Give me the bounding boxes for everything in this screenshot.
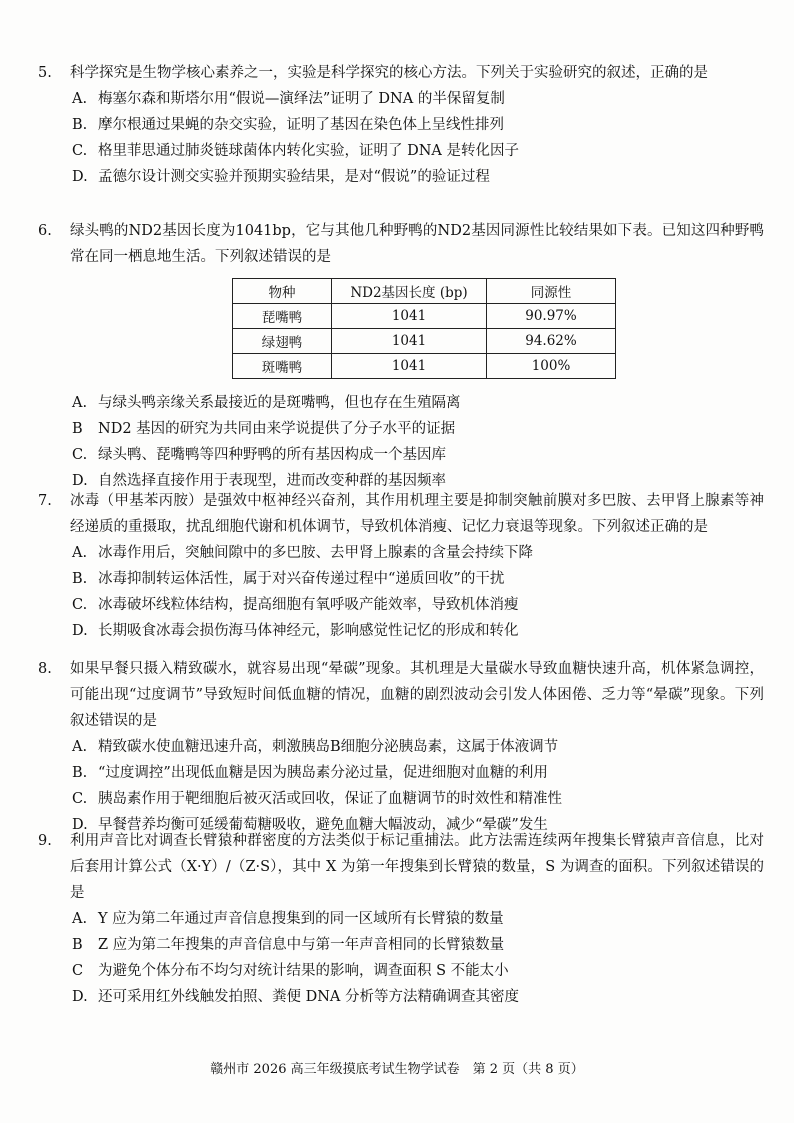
- option-letter: B.: [72, 117, 88, 133]
- table-cell: 1041: [332, 304, 487, 329]
- option-text: 与绿头鸭亲缘关系最接近的是斑嘴鸭，但也存在生殖隔离: [98, 395, 461, 411]
- page-footer: 赣州市 2026 高三年级摸底考试生物学试卷 第 2 页（共 8 页）: [210, 1062, 584, 1077]
- option-letter: C.: [72, 791, 88, 807]
- question-number: 8.: [38, 661, 52, 677]
- option-b: [38, 112, 764, 138]
- option-a: [38, 390, 764, 416]
- table-cell: 94.62%: [487, 329, 616, 354]
- table-cell: 绿翅鸭: [233, 329, 332, 354]
- option-text: Z 应为第二年搜集的声音信息中与第一年声音相同的长臂猿数量: [98, 937, 505, 953]
- option-text: 还可采用红外线触发拍照、粪便 DNA 分析等方法精确调查其密度: [98, 989, 520, 1005]
- option-letter: B: [72, 937, 83, 953]
- option-b: [38, 416, 764, 442]
- option-letter: C: [72, 963, 84, 979]
- option-letter: D.: [72, 169, 88, 185]
- option-a: [38, 540, 764, 566]
- question-stem: 科学探究是生物学核心素养之一，实验是科学探究的核心方法。下列关于实验研究的叙述，正确的是: [70, 65, 708, 81]
- option-c: [38, 786, 764, 812]
- option-text: ND2 基因的研究为共同由来学说提供了分子水平的证据: [98, 421, 456, 437]
- option-text: 摩尔根通过果蝇的杂交实验，证明了基因在染色体上呈线性排列: [98, 117, 504, 133]
- question-stem: 冰毒（甲基苯丙胺）是强效中枢神经兴奋剂，其作用机理主要是抑制突触前膜对多巴胺、去甲肾上腺素等神经递质的重摄取，扰乱细胞代谢和机体调节，导致机体消瘦、记忆力衰退等现象。下列叙述正确的是: [70, 493, 764, 535]
- option-letter: D.: [72, 623, 88, 639]
- option-text: 孟德尔设计测交实验并预期实验结果，是对“假说”的验证过程: [98, 169, 490, 185]
- table-cell: 100%: [487, 354, 616, 379]
- question-stem: 利用声音比对调查长臂猿种群密度的方法类似于标记重捕法。此方法需连续两年搜集长臂猿声音信息，比对后套用计算公式（X·Y）/（Z·S），其中 X 为第一年搜集到长臂猿的数量，S 为调查的面积。下列叙述错误的是: [70, 833, 764, 901]
- option-text: 绿头鸭、琵嘴鸭等四种野鸭的所有基因构成一个基因库: [98, 447, 446, 463]
- option-text: 冰毒作用后，突触间隙中的多巴胺、去甲肾上腺素的含量会持续下降: [98, 545, 533, 561]
- option-c: [38, 958, 764, 984]
- option-text: 精致碳水使血糖迅速升高，刺激胰岛B细胞分泌胰岛素，这属于体液调节: [98, 739, 559, 755]
- option-letter: D.: [72, 817, 88, 833]
- option-letter: B: [72, 421, 83, 437]
- question-6: [38, 218, 764, 270]
- question-7: [38, 488, 764, 644]
- option-text: 梅塞尔森和斯塔尔用“假说—演绎法”证明了 DNA 的半保留复制: [98, 91, 505, 107]
- option-text: 冰毒破坏线粒体结构，提高细胞有氧呼吸产能效率，导致机体消瘦: [98, 597, 519, 613]
- option-d: [38, 164, 764, 190]
- option-letter: C.: [72, 143, 88, 159]
- question-6-options: [38, 390, 764, 494]
- option-letter: A.: [72, 545, 88, 561]
- table-cell: 1041: [332, 354, 487, 379]
- question-number: 9.: [38, 833, 52, 849]
- table-header-cell: ND2基因长度 (bp): [332, 279, 487, 304]
- option-text: 冰毒抑制转运体活性，属于对兴奋传递过程中“递质回收”的干扰: [98, 571, 505, 587]
- table-cell: 斑嘴鸭: [233, 354, 332, 379]
- table-cell: 1041: [332, 329, 487, 354]
- gene-homology-table: [232, 278, 616, 379]
- option-d: [38, 618, 764, 644]
- option-d: [38, 984, 764, 1010]
- table-cell: 琵嘴鸭: [233, 304, 332, 329]
- option-letter: C.: [72, 447, 88, 463]
- option-a: [38, 734, 764, 760]
- question-number: 5.: [38, 65, 52, 81]
- option-letter: A.: [72, 739, 88, 755]
- option-letter: A.: [72, 91, 88, 107]
- option-c: [38, 138, 764, 164]
- option-letter: D.: [72, 473, 88, 489]
- question-8: [38, 656, 764, 838]
- question-stem: 如果早餐只摄入精致碳水，就容易出现“晕碳”现象。其机理是大量碳水导致血糖快速升高，机体紧急调控，可能出现“过度调节”导致短时间低血糖的情况，血糖的剧烈波动会引发人体困倦、乏力等“晕碳”现象。下列叙述错误的是: [70, 661, 764, 729]
- option-letter: C.: [72, 597, 88, 613]
- option-letter: D.: [72, 989, 88, 1005]
- option-text: 自然选择直接作用于表现型，进而改变种群的基因频率: [98, 473, 446, 489]
- table-header-cell: 同源性: [487, 279, 616, 304]
- option-text: “过度调控”出现低血糖是因为胰岛素分泌过量，促进细胞对血糖的利用: [98, 765, 548, 781]
- table-row: [233, 329, 616, 354]
- option-a: [38, 906, 764, 932]
- option-b: [38, 566, 764, 592]
- option-letter: B.: [72, 765, 88, 781]
- option-letter: A.: [72, 911, 88, 927]
- option-c: [38, 442, 764, 468]
- option-text: 早餐营养均衡可延缓葡萄糖吸收，避免血糖大幅波动，减少“晕碳”发生: [98, 817, 548, 833]
- option-text: 胰岛素作用于靶细胞后被灭活或回收，保证了血糖调节的时效性和精准性: [98, 791, 562, 807]
- option-a: [38, 86, 764, 112]
- option-c: [38, 592, 764, 618]
- table-header-row: [233, 279, 616, 304]
- question-5: [38, 60, 764, 190]
- option-text: Y 应为第二年通过声音信息搜集到的同一区域所有长臂猿的数量: [98, 911, 504, 927]
- question-number: 7.: [38, 493, 52, 509]
- option-b: [38, 760, 764, 786]
- option-text: 为避免个体分布不均匀对统计结果的影响，调查面积 S 不能太小: [98, 963, 509, 979]
- option-letter: A.: [72, 395, 88, 411]
- table-row: [233, 354, 616, 379]
- table-cell: 90.97%: [487, 304, 616, 329]
- option-letter: B.: [72, 571, 88, 587]
- question-stem: 绿头鸭的ND2基因长度为1041bp，它与其他几种野鸭的ND2基因同源性比较结果如下表。已知这四种野鸭常在同一栖息地生活。下列叙述错误的是: [70, 223, 764, 265]
- table-row: [233, 304, 616, 329]
- question-9: [38, 828, 764, 1010]
- option-b: [38, 932, 764, 958]
- question-number: 6.: [38, 223, 52, 239]
- option-text: 长期吸食冰毒会损伤海马体神经元，影响感觉性记忆的形成和转化: [98, 623, 519, 639]
- table-header-cell: 物种: [233, 279, 332, 304]
- option-text: 格里菲思通过肺炎链球菌体内转化实验，证明了 DNA 是转化因子: [98, 143, 520, 159]
